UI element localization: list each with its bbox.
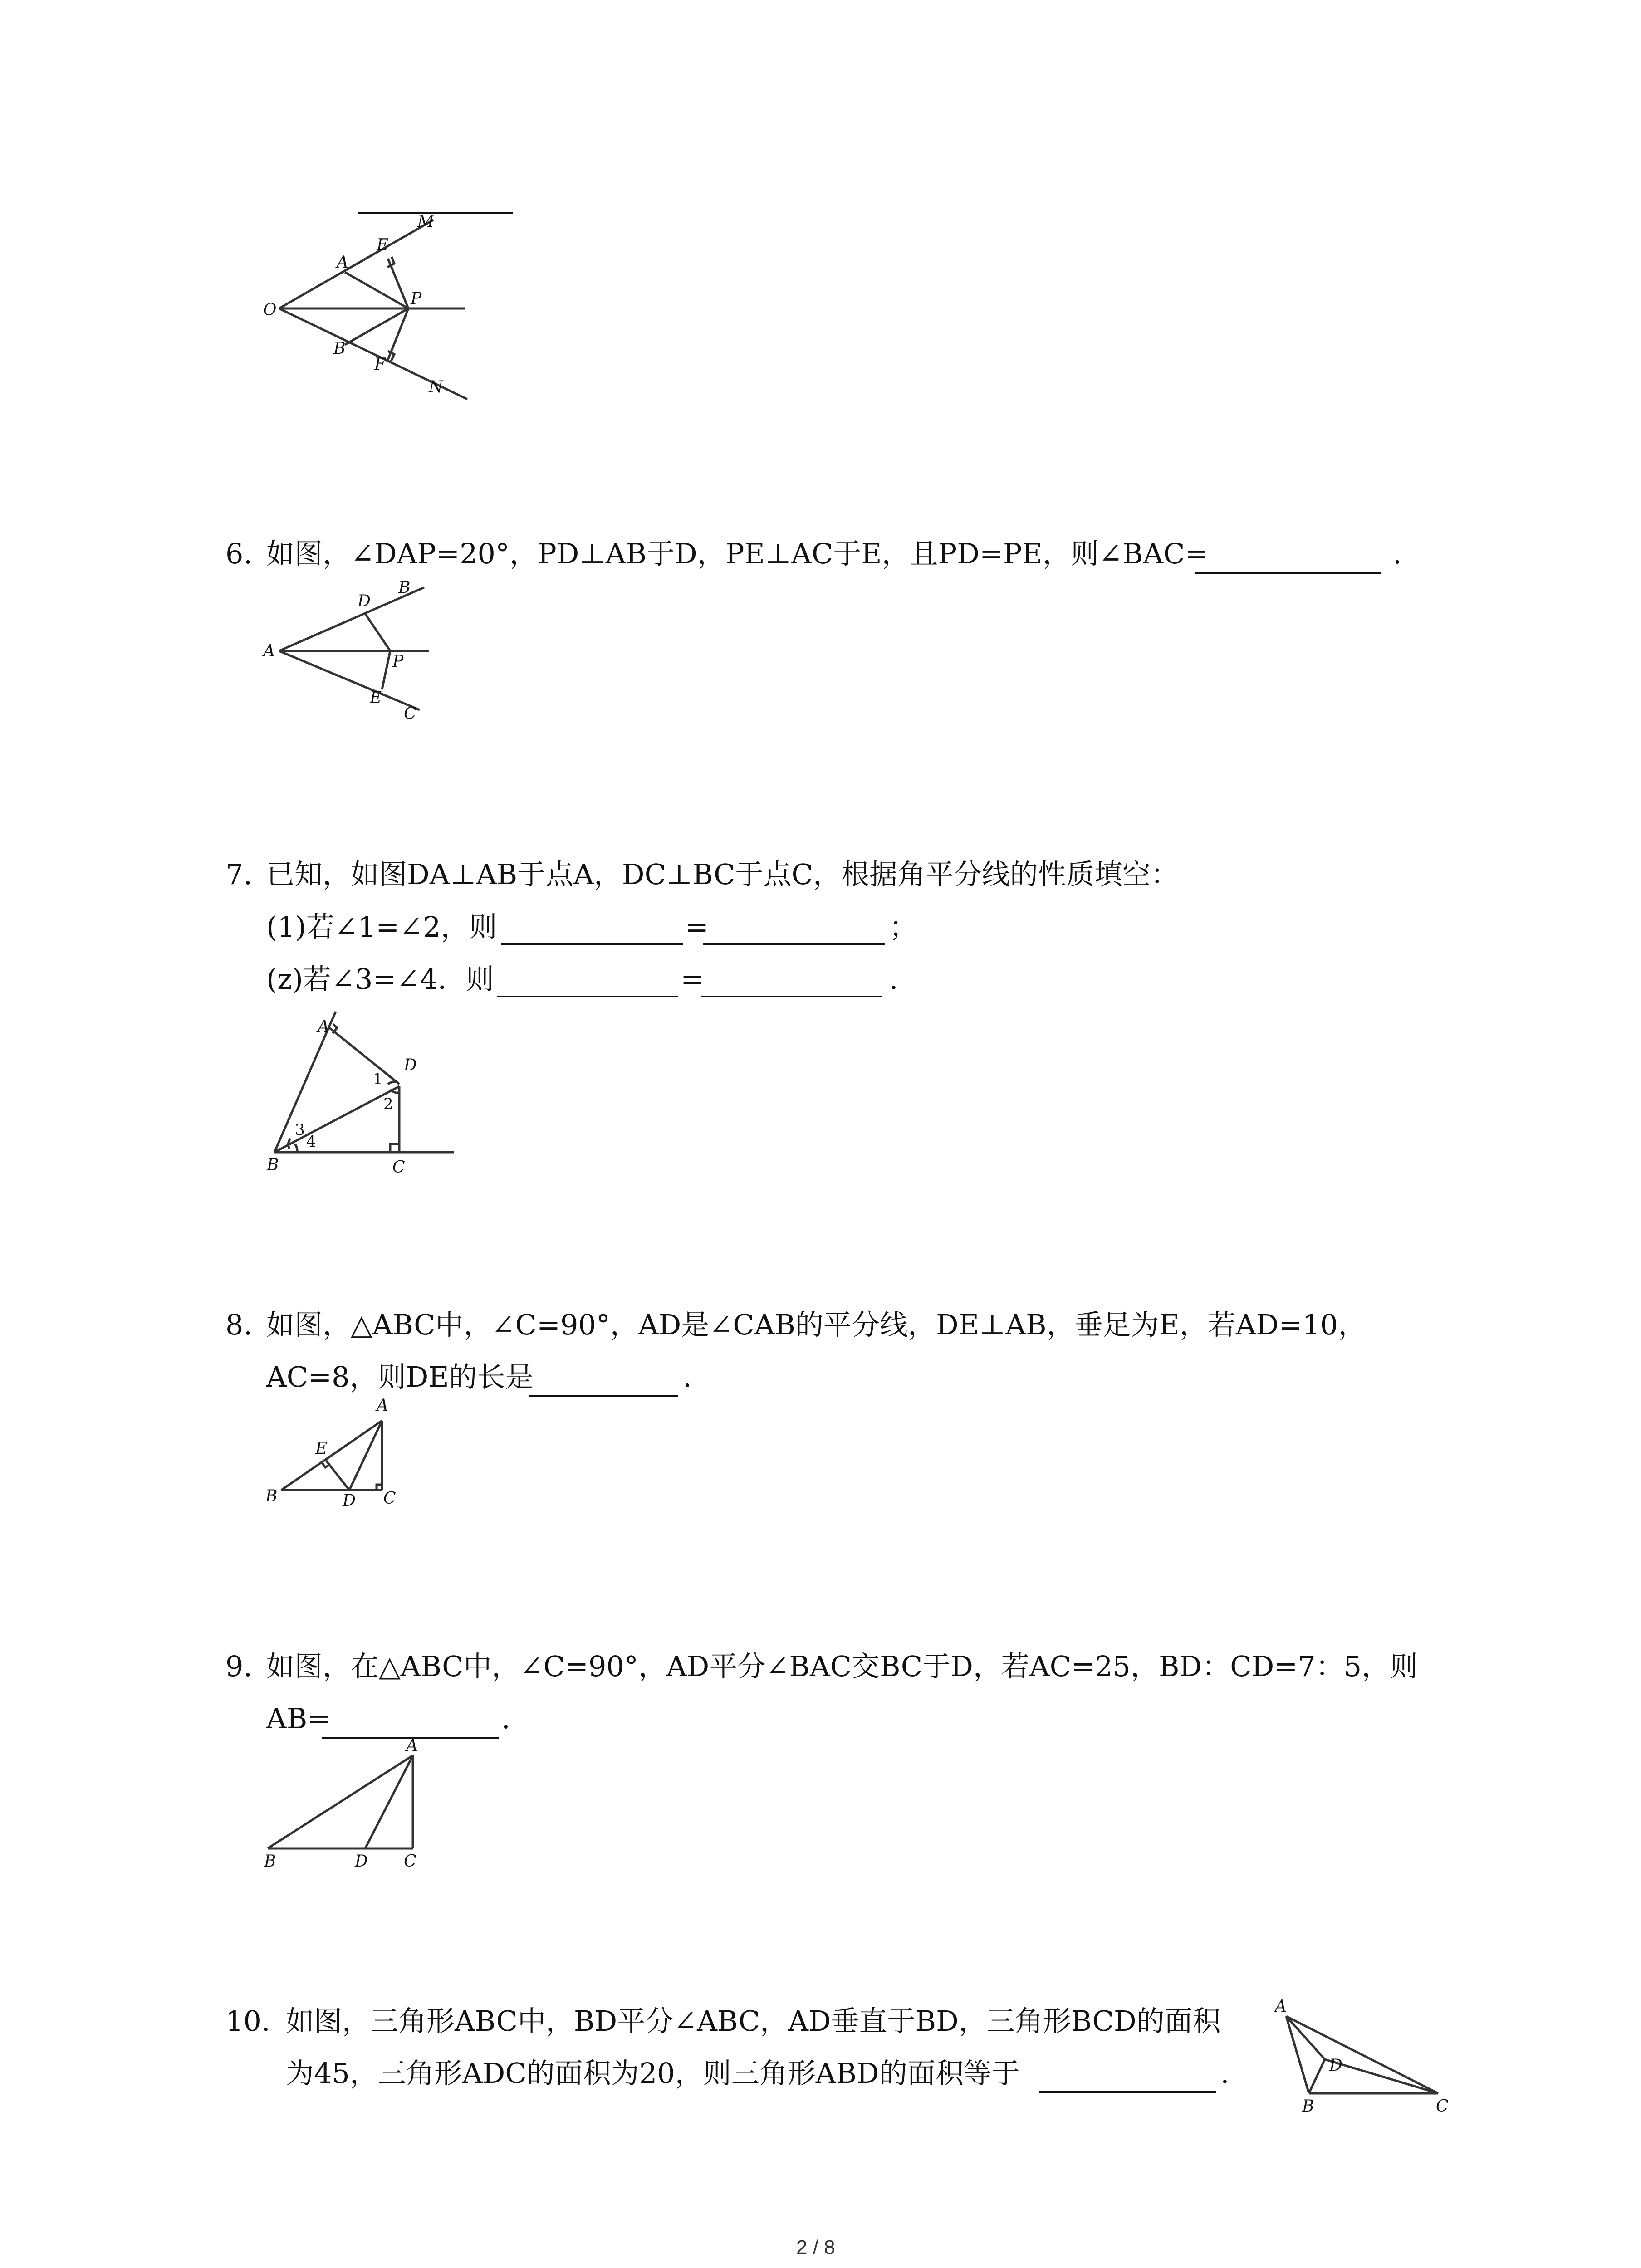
label-1: 1 [373, 1070, 383, 1088]
label-E: E [377, 236, 389, 254]
label-A: A [1275, 1997, 1287, 2016]
label-C: C [392, 1158, 405, 1177]
label-C: C [1436, 2097, 1449, 2116]
label-P: P [411, 289, 422, 308]
figure-q9 [254, 1733, 436, 1878]
question-8-text-1: 如图，△ABC中，∠C=90°，AD是∠CAB的平分线，DE⊥AB，垂足为E，若AD=10， [266, 1308, 1367, 1341]
question-6-text: 如图，∠DAP=20°，PD⊥AB于D，PE⊥AC于E，且PD=PE，则∠BAC= [266, 537, 1209, 570]
label-B: B [1302, 2097, 1314, 2116]
question-7-sub1-end: ； [889, 910, 918, 943]
figure-q6 [254, 574, 454, 728]
question-7-sub2: (z)若∠3=∠4．则 [266, 963, 494, 996]
question-10-end: . [1220, 2057, 1230, 2090]
label-A: A [318, 1017, 329, 1036]
question-number-6: 6. [225, 537, 253, 570]
label-C: C [404, 704, 416, 723]
question-10-text-2: 为45，三角形ADC的面积为20，则三角形ABD的面积等于 [286, 2057, 1020, 2090]
label-A: A [406, 1736, 418, 1755]
figure-q10 [1266, 1991, 1465, 2127]
question-number-8: 8. [225, 1308, 253, 1341]
question-9-text-1: 如图，在△ABC中，∠C=90°，AD平分∠BAC交BC于D，若AC=25，BD：CD=7：5，则 [266, 1650, 1418, 1683]
question-7-text: 已知，如图DA⊥AB于点A，DC⊥BC于点C，根据角平分线的性质填空： [266, 858, 1179, 891]
label-B: B [264, 1852, 276, 1871]
page-number: 2 / 8 [796, 2236, 835, 2258]
question-7-sub1: (1)若∠1=∠2，则 [266, 910, 497, 943]
question-8-end: . [683, 1360, 692, 1393]
question-6-end: . [1393, 537, 1402, 570]
answer-blank-q7-1a[interactable] [501, 943, 683, 945]
label-D: D [404, 1056, 417, 1075]
question-7-sub1-eq: = [685, 910, 709, 943]
question-8-text-2: AC=8，则DE的长是 [266, 1360, 534, 1393]
answer-blank-q10[interactable] [1039, 2091, 1216, 2093]
figure-q7 [254, 1012, 463, 1193]
label-2: 2 [383, 1095, 393, 1113]
answer-blank-q7-2b[interactable] [701, 996, 882, 997]
question-9-text-2: AB= [266, 1702, 331, 1735]
answer-blank-q7-1b[interactable] [703, 943, 885, 945]
label-D: D [343, 1491, 356, 1510]
label-C: C [404, 1852, 416, 1871]
figure-q5 [254, 209, 490, 408]
label-A: A [263, 642, 275, 660]
label-4: 4 [306, 1133, 316, 1151]
label-D: D [1329, 2056, 1342, 2075]
question-7-sub2-eq: = [681, 963, 704, 996]
label-3: 3 [295, 1121, 305, 1139]
label-O: O [263, 301, 277, 319]
question-number-10: 10. [225, 2004, 270, 2038]
question-number-7: 7. [225, 858, 253, 891]
label-B: B [333, 339, 346, 358]
label-E: E [315, 1439, 328, 1458]
figure-q8 [254, 1393, 417, 1520]
question-number-9: 9. [225, 1650, 253, 1683]
label-B: B [265, 1487, 278, 1505]
label-D: D [355, 1852, 368, 1871]
label-N: N [429, 378, 443, 396]
label-P: P [392, 652, 404, 671]
label-C: C [383, 1489, 396, 1508]
label-A: A [377, 1396, 388, 1415]
label-F: F [374, 355, 386, 374]
answer-blank-q6[interactable] [1195, 572, 1381, 574]
label-E: E [370, 689, 382, 707]
label-B: B [398, 578, 411, 597]
answer-blank-q7-2a[interactable] [497, 996, 678, 997]
answer-blank-q8[interactable] [529, 1395, 678, 1397]
label-A: A [337, 253, 348, 272]
question-9-end: . [501, 1702, 510, 1735]
question-10-text-1: 如图，三角形ABC中，BD平分∠ABC，AD垂直于BD，三角形BCD的面积 [286, 2004, 1221, 2038]
label-M: M [417, 212, 434, 231]
label-B: B [267, 1156, 279, 1174]
question-7-sub2-end: . [889, 963, 898, 996]
label-D: D [358, 592, 371, 611]
